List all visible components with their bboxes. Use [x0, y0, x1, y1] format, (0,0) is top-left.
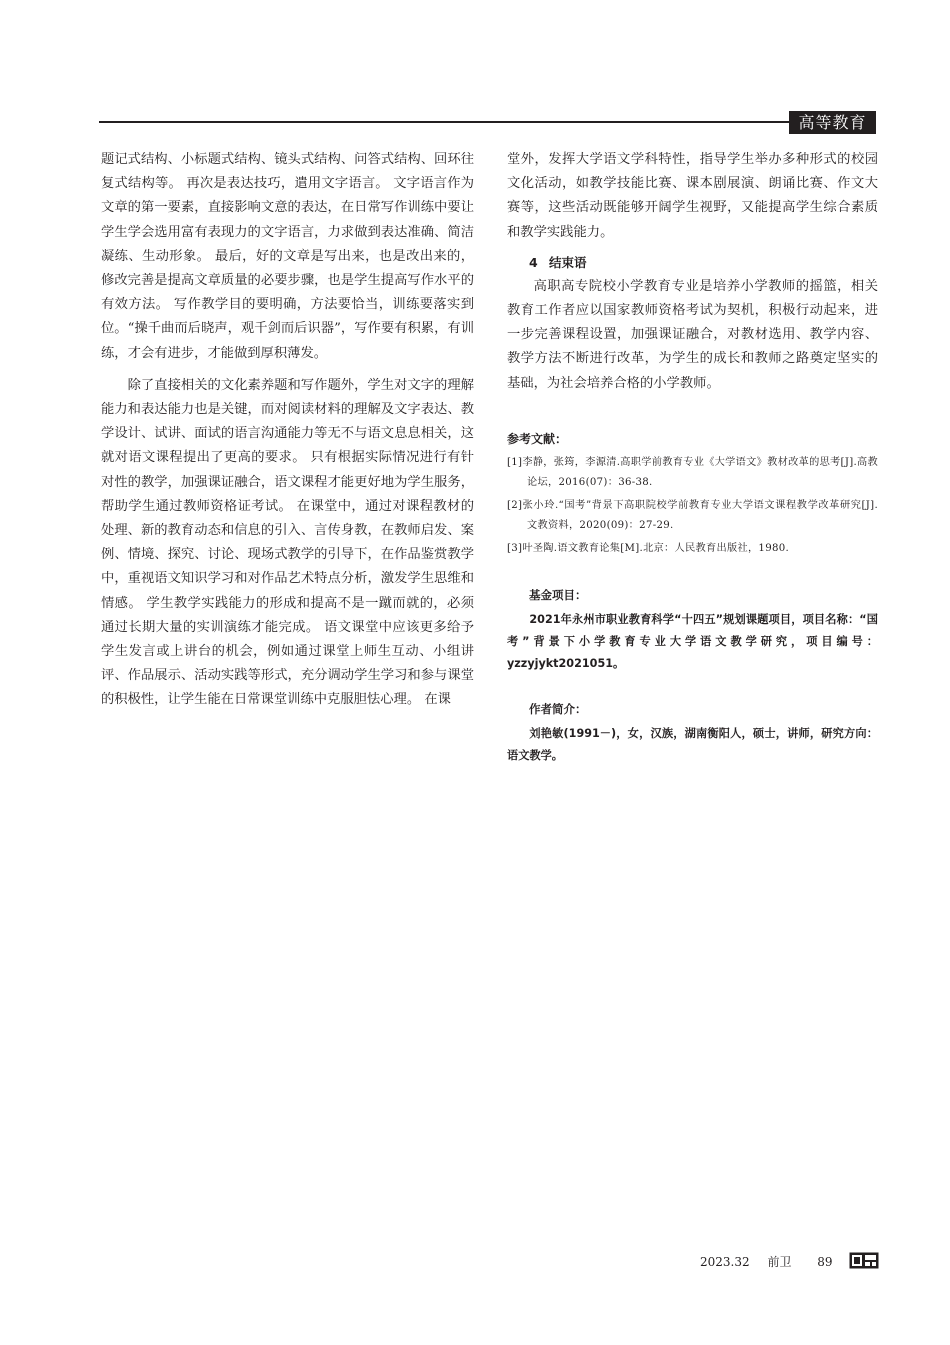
qianwei-logo-icon: [849, 1252, 879, 1269]
section-title: 结束语: [549, 254, 587, 270]
references-title: 参考文献：: [507, 431, 568, 446]
fund-section: [507, 587, 878, 675]
body-paragraph-continued: 题记式结构、小标题式结构、镜头式结构、问答式结构、回环往复式结构等。 再次是表达技巧，遣用文字语言。 文字语言作为文章的第一要素，直接影响文意的表达，在日常写作训练中要让学生学会选用富有表现力的文字语言，力求做到表达准确、简洁凝练、生动形象。 最后，好的文章是写出来，也是改出来的，修改完善是提高文章质量的必要步骤，也是学生提高写作水平的有效方法。 写作教学目的要明确，方法要恰当，训练要落实到位。“操千曲而后晓声，观千剑而后识器”，写作要有积累，有训练，才会有进步，才能做到厚积薄发。: [101, 152, 474, 361]
reference-item: [3]叶圣陶.语文教育论集[M].北京：人民教育出版社，1980.: [507, 542, 790, 554]
reference-list: [507, 453, 878, 560]
page-footer: [700, 1253, 833, 1271]
author-text: 刘艳敏(1991－)，女，汉族，湖南衡阳人，硕士，讲师，研究方向：语文教学。: [507, 727, 878, 763]
journal-name: 前卫: [767, 1255, 792, 1269]
section-tag: 高等教育: [789, 111, 876, 134]
fund-text: 2021年永州市职业教育科学“十四五”规划课题项目，项目名称：“国考”背景下小学教育专业大学语文教学研究，项目编号：yzzyjykt2021051。: [507, 613, 878, 671]
right-column: [507, 148, 878, 767]
author-title: 作者简介：: [529, 702, 587, 717]
conclusion-paragraph: 高职高专院校小学教育专业是培养小学教师的摇篮，相关教育工作者应以国家教师资格考试为契机，积极行动起来，进一步完善课程设置，加强课证融合，对教材选用、教学内容、教学方法不断进行改革，为学生的成长和教师之路奠定坚实的基础，为社会培养合格的小学教师。: [507, 278, 878, 391]
reference-item: [2]张小玲.“国考”背景下高职院校学前教育专业大学语文课程教学改革研究[J].文教资料，2020(09)：27-29.: [507, 499, 878, 532]
body-paragraph-continued: 堂外，发挥大学语文学科特性，指导学生举办多种形式的校园文化活动，如教学技能比赛、课本剧展演、朗诵比赛、作文大赛等，这些活动既能够开阔学生视野，又能提高学生综合素质和教学实践能力。: [507, 152, 878, 240]
issue-number: 2023.32: [700, 1255, 750, 1269]
body-paragraph: 除了直接相关的文化素养题和写作题外，学生对文字的理解能力和表达能力也是关键，而对阅读材料的理解及文字表达、教学设计、试讲、面试的语言沟通能力等无不与语文息息相关，这就对语文课程提出了更高的要求。 只有根据实际情况进行有针对性的教学，加强课证融合，语文课程才能更好地为学生服务，帮助学生通过教师资格证考试。 在课堂中，通过对课程教材的处理、新的教育动态和信息的引入、言传身教，在教师启发、案例、情境、探究、讨论、现场式教学的引导下，在作品鉴赏教学中，重视语文知识学习和对作品艺术特点分析，激发学生思维和情感。 学生教学实践能力的形成和提高不是一蹴而就的，必须通过长期大量的实训演练才能完成。 语文课堂中应该更多给予学生发言或上讲台的机会，例如通过课堂上师生互动、小组讲评、作品展示、活动实践等形式，充分调动学生学习和参与课堂的积极性，让学生能在日常课堂训练中克服胆怯心理。 在课: [101, 377, 474, 708]
header-rule: [99, 121, 789, 123]
conclusion-heading: [529, 253, 878, 273]
fund-title: 基金项目：: [529, 588, 587, 603]
author-section: [507, 701, 878, 767]
page-number: 89: [817, 1255, 833, 1269]
reference-item: [1]李静，张筠，李源清.高职学前教育专业《大学语文》教材改革的思考[J].高教论坛，2016(07)：36-38.: [507, 456, 878, 489]
section-number: 4: [529, 254, 538, 270]
left-column: [101, 148, 474, 721]
